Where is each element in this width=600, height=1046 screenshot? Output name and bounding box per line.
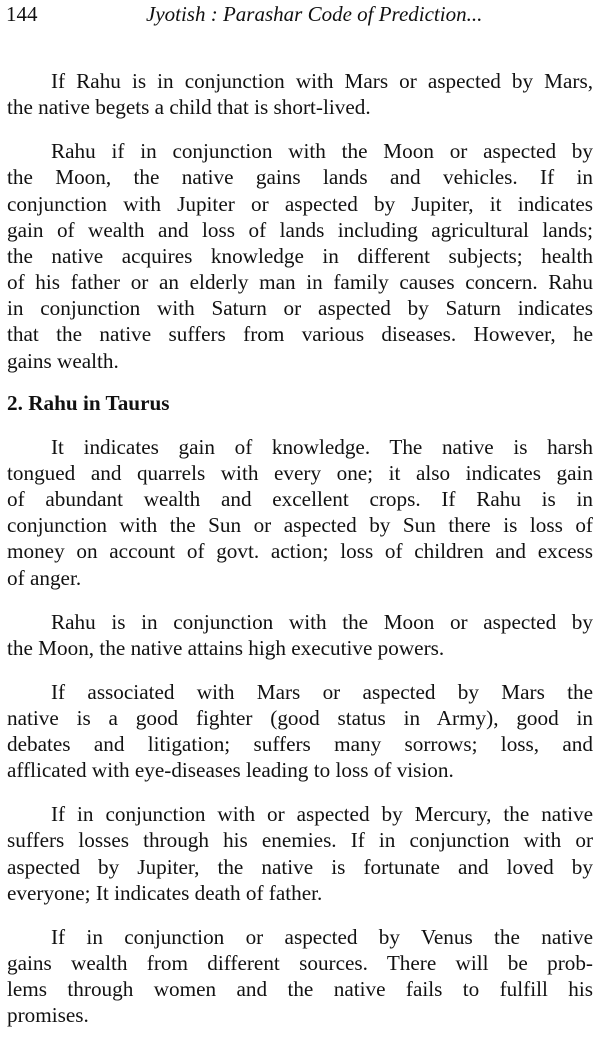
paragraph (7, 434, 593, 591)
text-line: debates and litigation; suffers many sorrows; loss, and (7, 732, 593, 757)
text-line: If Rahu is in conjunction with Mars or aspected by Mars, (51, 69, 593, 93)
text-line: promises. (7, 1003, 89, 1028)
text-line: of his father or an elderly man in family causes concern. Rahu (7, 270, 593, 295)
paragraph (7, 924, 593, 1029)
text-line: the Moon, the native gains lands and vehicles. If in (7, 165, 593, 190)
paragraph (7, 801, 593, 906)
running-title: Jyotish : Parashar Code of Prediction... (146, 2, 483, 26)
text-line: Rahu is in conjunction with the Moon or aspected by (51, 609, 593, 634)
text-line: aspected by Jupiter, the native is fortunate and loved by (7, 854, 593, 879)
text-line: native is a good fighter (good status in Army), good in (7, 705, 593, 730)
text-line: the Moon, the native attains high executive powers. (7, 635, 445, 660)
text-line: conjunction with the Sun or aspected by Sun there is loss of (7, 513, 593, 538)
text-line: conjunction with Jupiter or aspected by Jupiter, it indicates (7, 191, 593, 216)
text-line: the native acquires knowledge in different subjects; health (7, 243, 593, 268)
paragraph (7, 679, 593, 784)
text-line: If in conjunction or aspected by Venus the native (51, 924, 593, 949)
page-number: 144 (6, 2, 38, 26)
text-line: money on account of govt. action; loss of children and excess (7, 539, 593, 564)
text-line: tongued and quarrels with every one; it also indicates gain (7, 460, 593, 485)
text-line: If associated with Mars or aspected by Mars the (51, 679, 593, 704)
text-line: suffers losses through his enemies. If in conjunction with or (7, 828, 593, 853)
text-line: lems through women and the native fails to fulfill his (7, 977, 593, 1002)
text-line: It indicates gain of knowledge. The native is harsh (51, 434, 593, 459)
text-line: afflicated with eye-diseases leading to loss of vision. (7, 758, 454, 783)
text-line: Rahu if in conjunction with the Moon or aspected by (51, 139, 593, 164)
text-line: of anger. (7, 565, 82, 590)
text-line: gains wealth. (7, 348, 119, 373)
paragraph (7, 68, 593, 120)
text-line: gains wealth from different sources. There will be prob- (7, 951, 593, 976)
text-line: everyone; It indicates death of father. (7, 880, 323, 905)
text-line: of abundant wealth and excellent crops. If Rahu is in (7, 487, 593, 512)
text-line: the native begets a child that is short-lived. (7, 95, 371, 120)
paragraph (7, 609, 593, 661)
text-line: in conjunction with Saturn or aspected by Saturn indicates (7, 296, 593, 321)
page-body (7, 68, 593, 1046)
text-line: gain of wealth and loss of lands including agricultural lands; (7, 217, 593, 242)
text-line: If in conjunction with or aspected by Mercury, the native (51, 802, 593, 827)
running-header (6, 2, 592, 28)
section-heading: 2. Rahu in Taurus (7, 390, 170, 415)
text-line: that the native suffers from various diseases. However, he (7, 322, 593, 347)
paragraph (7, 138, 593, 374)
